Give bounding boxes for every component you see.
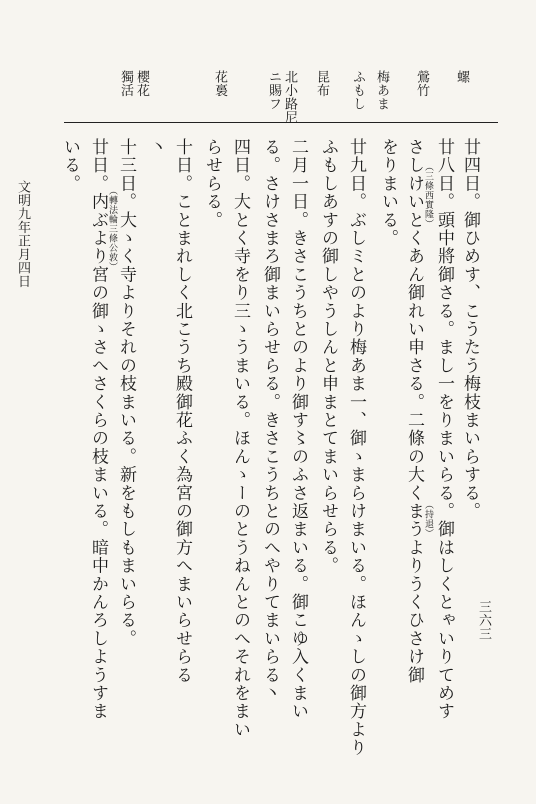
- body-column-11-tail: いらせらる: [172, 593, 192, 684]
- body-column-4: をりまいる。: [378, 138, 398, 248]
- body-column-9: [231, 138, 248, 739]
- body-column-3-tail: さけ御: [404, 629, 424, 685]
- body-column-9-tail: へそれをまい: [230, 629, 250, 739]
- running-header-date: 文明九年正月四日: [15, 180, 30, 288]
- page-number: 三六三: [476, 600, 491, 641]
- body-column-8: [261, 138, 278, 702]
- body-column-10: らせらる。: [202, 138, 222, 229]
- body-column-3: [405, 138, 422, 684]
- annotation-6: 北小路尼: [282, 70, 297, 124]
- body-column-1: 廿四日。御ひめす、こうたう梅枝まいらする。: [460, 138, 480, 521]
- ruby-3: （轉法輪三條公敦）: [107, 186, 117, 272]
- annotation-4: ふもし: [350, 70, 365, 111]
- body-column-9-text: 四日。大とく寺をり三ゝうまいる。ほんゝーのとうねんとの: [230, 138, 250, 630]
- body-column-5: [347, 138, 364, 757]
- annotation-9: 櫻花: [134, 70, 149, 97]
- body-column-5-text: 廿九日。ぶしミとのより梅あま一、御ゝまらけまいる。: [346, 138, 366, 593]
- header-rule: [64, 122, 498, 123]
- ruby-2: （持退）: [423, 500, 433, 538]
- body-column-8-text: る。さけさまろ御まいらせらる。きさこうちとのへやりてま: [260, 138, 280, 630]
- body-column-14-tail: 暗中かんろしようすま: [88, 538, 108, 721]
- ruby-1: （三條西實隆）: [423, 162, 433, 229]
- body-column-5-tail: ほんゝしの御方より: [346, 593, 366, 757]
- annotation-3: 梅あま: [374, 70, 389, 111]
- body-column-15: いる。: [60, 138, 80, 193]
- body-column-13: 十三日。大ゝく寺よりそれの枝まいる。新をもしもまいらる。: [116, 138, 136, 648]
- annotation-2: 鶯竹: [414, 70, 429, 97]
- body-column-11: [173, 138, 190, 684]
- body-column-8-tail: いらる丶: [260, 629, 280, 703]
- body-column-2-text: 廿八日。頭中將御さる。まし一をりまいらる。御はしく: [434, 138, 454, 593]
- body-column-7: [289, 138, 306, 720]
- body-column-14: [89, 138, 106, 720]
- body-column-2: [435, 138, 452, 720]
- body-column-14-text: 廿日。内ぶより宮の御ゝさへさくらの枝まいる。: [88, 138, 108, 539]
- annotation-1: 螺: [454, 70, 469, 84]
- body-column-11-text: 十日。ことまれしく北こうち殿御花ふく為宮の御方へま: [172, 138, 192, 593]
- body-column-7-tail: 御こゆ入くまい: [288, 593, 308, 721]
- body-column-7-text: 二月一日。きさこうちとのより御す〻のふさ返まいる。: [288, 138, 308, 593]
- annotation-10: 獨活: [118, 70, 133, 97]
- body-column-2-tail: とゃいりてめす: [434, 593, 454, 721]
- annotation-7: ニ賜フ: [266, 70, 281, 111]
- body-column-12: 丶: [146, 138, 166, 157]
- annotation-5: 昆布: [314, 70, 329, 97]
- body-column-6: ふもしあすの御しやうしんと申まとてまいらせらる。: [318, 138, 338, 575]
- body-column-3-text: さしけいとくあん御れい申さる。二條の大くまうよりうくひ: [404, 138, 424, 630]
- annotation-8: 花裛: [212, 70, 227, 97]
